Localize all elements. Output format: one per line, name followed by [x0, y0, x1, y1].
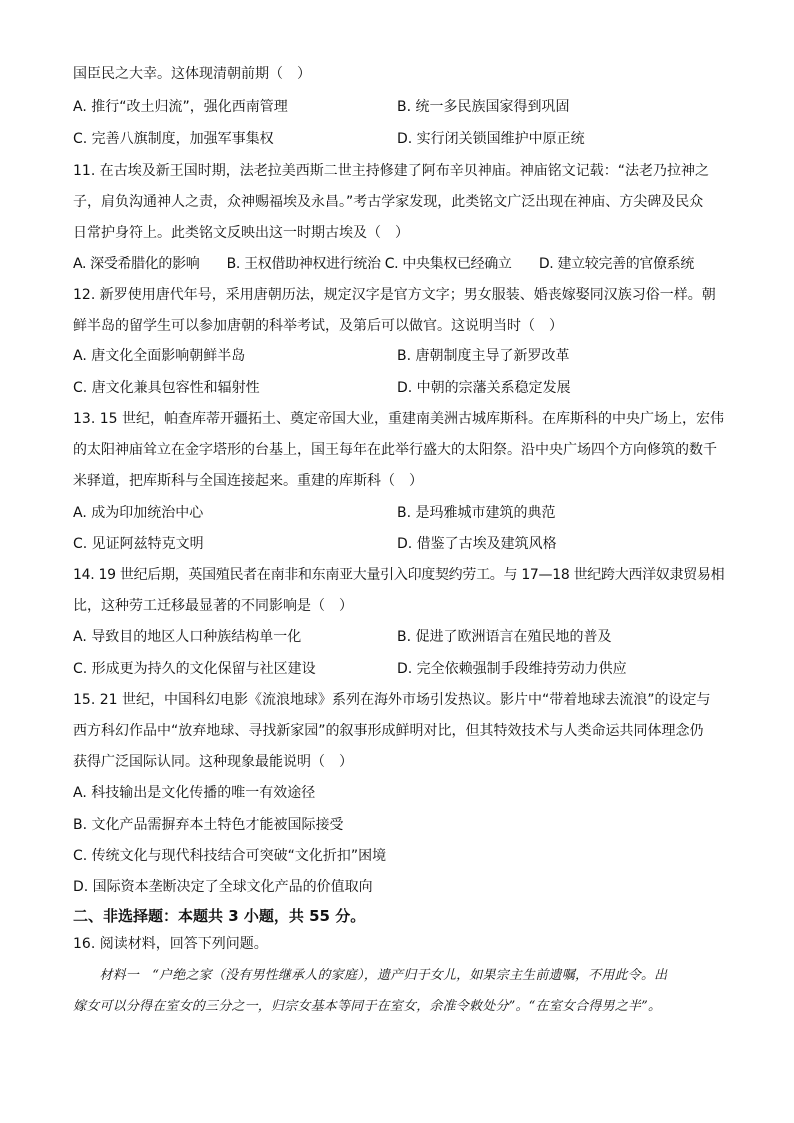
material-1-line1: 材料一 “户绝之家（没有男性继承人的家庭），遗产归于女儿，如果宗主生前遗嘱，不用此令。出 [73, 968, 668, 983]
q13-option-d: D. 借鉴了古埃及建筑风格 [397, 536, 557, 552]
q14-stem-line2: 比，这种劳工迁移最显著的不同影响是（ ） [73, 598, 353, 614]
q12-option-d: D. 中朝的宗藩关系稳定发展 [397, 380, 571, 396]
q12-stem-line1: 12. 新罗使用唐代年号，采用唐朝历法，规定汉字是官方文字；男女服装、婚丧嫁娶同汉族习俗一样。朝 [73, 287, 716, 303]
q13-option-c: C. 见证阿兹特克文明 [73, 536, 204, 552]
q10-option-a: A. 推行“改土归流”，强化西南管理 [73, 99, 288, 115]
q15-stem-line1: 15. 21 世纪，中国科幻电影《流浪地球》系列在海外市场引发热议。影片中“带着地球去流浪”的设定与 [73, 692, 711, 708]
q15-stem-line3: 获得广泛国际认同。这种现象最能说明（ ） [73, 754, 353, 770]
q10-option-d: D. 实行闭关锁国维护中原正统 [397, 131, 585, 147]
q10-stem-tail: 国臣民之大幸。这体现清朝前期（ ） [73, 66, 311, 82]
q10-option-b: B. 统一多民族国家得到巩固 [397, 99, 570, 115]
q11-stem-line1: 11. 在古埃及新王国时期，法老拉美西斯二世主持修建了阿布辛贝神庙。神庙铭文记载：“法老乃拉神之 [73, 163, 709, 179]
q13-option-b: B. 是玛雅城市建筑的典范 [397, 505, 556, 521]
q11-stem-line2: 子，肩负沟通神人之责，众神赐福埃及永昌。”考古学家发现，此类铭文广泛出现在神庙、方尖碑及民众 [73, 194, 704, 210]
q12-option-b: B. 唐朝制度主导了新罗改革 [397, 348, 570, 364]
q15-stem-line2: 西方科幻作品中“放弃地球、寻找新家园”的叙事形成鲜明对比，但其特效技术与人类命运共同体理念仍 [73, 723, 704, 739]
q12-option-c: C. 唐文化兼具包容性和辐射性 [73, 380, 260, 396]
q13-option-a: A. 成为印加统治中心 [73, 505, 204, 521]
q11-stem-line3: 日常护身符上。此类铭文反映出这一时期古埃及（ ） [73, 225, 409, 241]
q13-stem-line2: 的太阳神庙耸立在金字塔形的台基上，国王每年在此举行盛大的太阳祭。沿中央广场四个方向修筑的数千 [73, 442, 717, 458]
q12-option-a: A. 唐文化全面影响朝鲜半岛 [73, 348, 246, 364]
q15-option-b: B. 文化产品需摒弃本土特色才能被国际接受 [73, 817, 344, 833]
q14-option-d: D. 完全依赖强制手段维持劳动力供应 [397, 661, 627, 677]
q14-stem-line1: 14. 19 世纪后期，英国殖民者在南非和东南亚大量引入印度契约劳工。与 17—18 世纪跨大西洋奴隶贸易相 [73, 567, 725, 583]
material-1-line2: 嫁女可以分得在室女的三分之一，归宗女基本等同于在室女，余准令敕处分”。“在室女合得男之半”。 [73, 999, 662, 1014]
q15-option-c: C. 传统文化与现代科技结合可突破“文化折扣”困境 [73, 848, 387, 864]
q14-option-b: B. 促进了欧洲语言在殖民地的普及 [397, 629, 612, 645]
q13-stem-line3: 米驿道，把库斯科与全国连接起来。重建的库斯科（ ） [73, 473, 423, 489]
q11-options: A. 深受希腊化的影响 B. 王权借助神权进行统治 C. 中央集权已经确立 D. 建立较完善的官僚系统 [73, 256, 694, 272]
q14-option-c: C. 形成更为持久的文化保留与社区建设 [73, 661, 316, 677]
q16-stem: 16. 阅读材料，回答下列问题。 [73, 936, 268, 952]
q14-option-a: A. 导致目的地区人口种族结构单一化 [73, 629, 302, 645]
q10-option-c: C. 完善八旗制度，加强军事集权 [73, 131, 274, 147]
section-2-heading: 二、非选择题：本题共 3 小题，共 55 分。 [73, 907, 366, 925]
q12-stem-line2: 鲜半岛的留学生可以参加唐朝的科举考试，及第后可以做官。这说明当时（ ） [73, 318, 563, 334]
q15-option-a: A. 科技输出是文化传播的唯一有效途径 [73, 785, 316, 801]
q15-option-d: D. 国际资本垄断决定了全球文化产品的价值取向 [73, 879, 373, 895]
q13-stem-line1: 13. 15 世纪，帕查库蒂开疆拓土、奠定帝国大业，重建南美洲古城库斯科。在库斯科的中央广场上，宏伟 [73, 411, 724, 427]
